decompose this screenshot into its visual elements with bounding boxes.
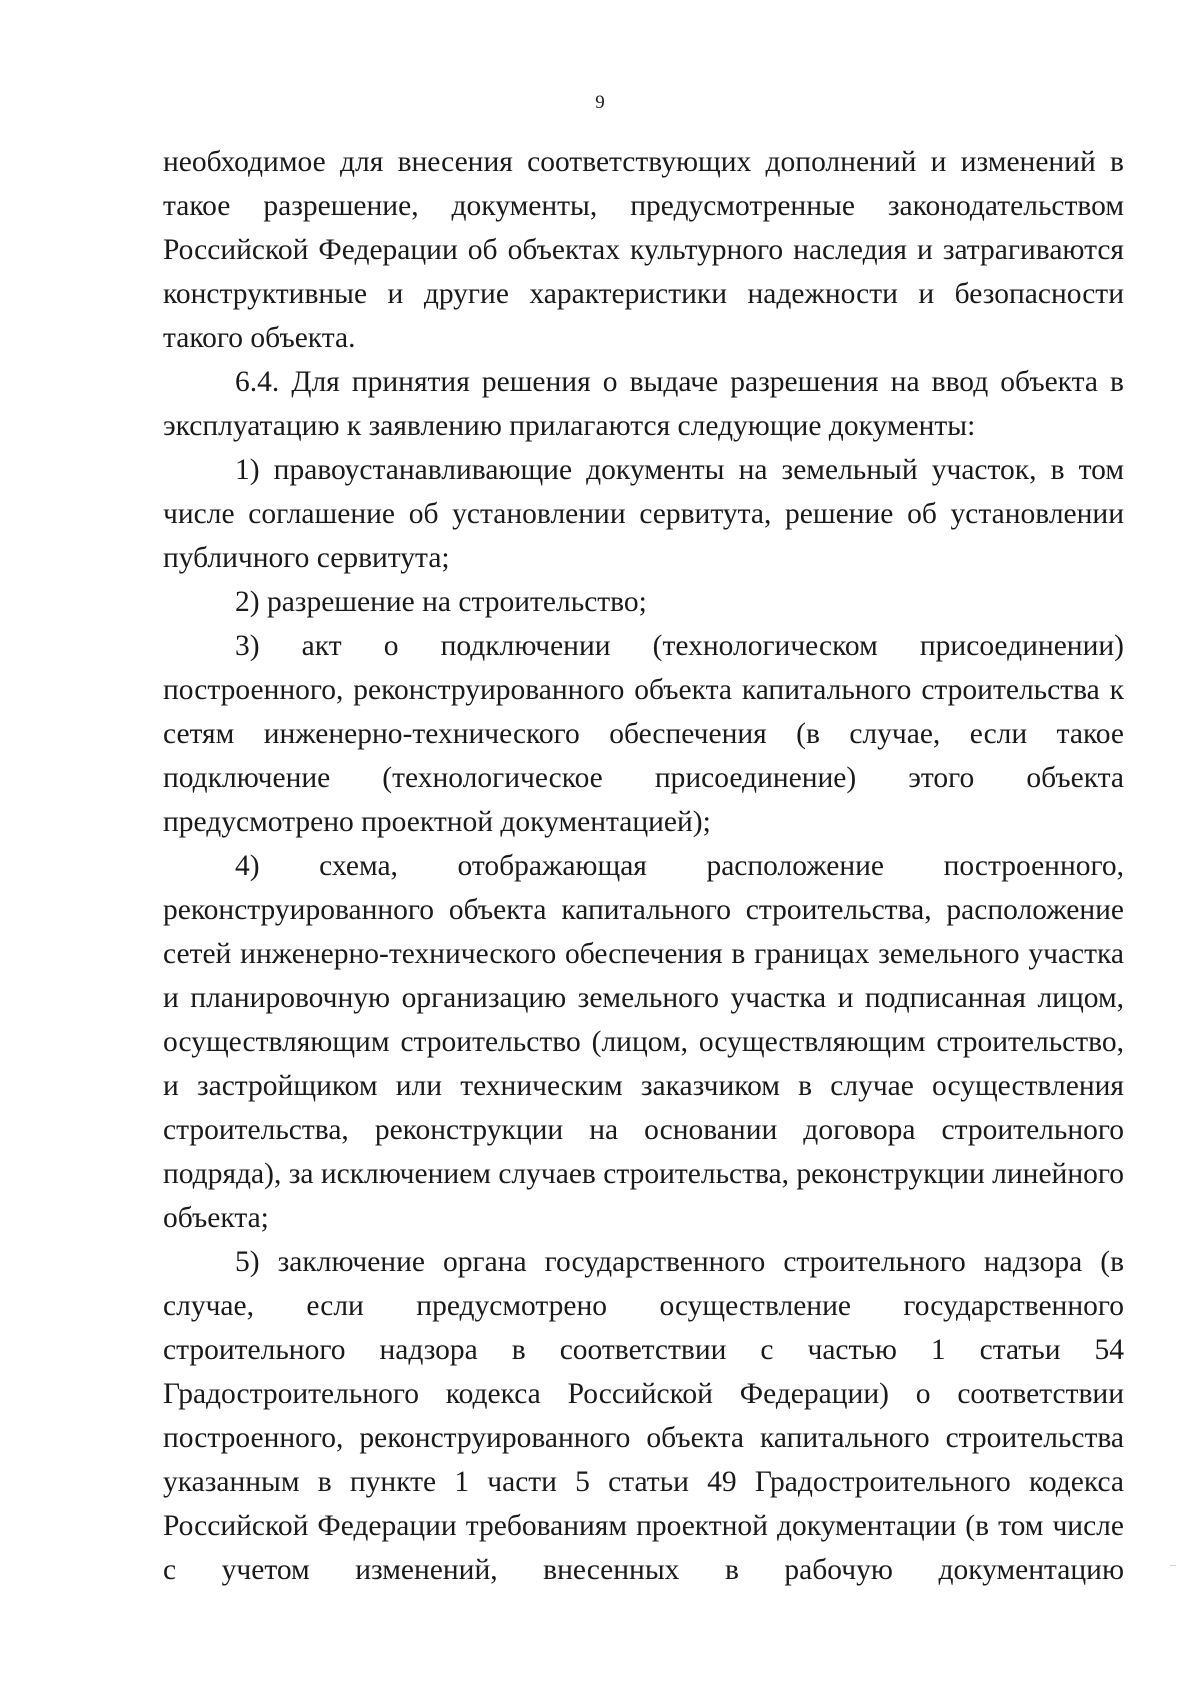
scan-edge-mark [1170,1565,1176,1566]
list-item-2: 2) разрешение на строительство; [235,586,647,618]
list-item-5: 5) заключение органа государственного строительного надзора (в случае, если предусмотрено осуществление государственного строительного надзора в соответствии с частью 1 статьи 54 Градостроительного кодекса Российской Федерации) о соответствии построенного, реконструированного объекта капитального строительства указанным в пункте 1 части 5 статьи 49 Градостроительного кодекса Российской Федерации требованиям проектной документации (в том числе с учетом изменений, внесенных в рабочую документацию [163,1246,1124,1586]
paragraph-continuation: необходимое для внесения соответствующих дополнений и изменений в такое разрешение, документы, предусмотренные законодательством Российской Федерации об объектах культурного наследия и затрагиваются конструктивные и другие характеристики надежности и безопасности такого объекта. [163,146,1124,354]
paragraph-6-4: 6.4. Для принятия решения о выдаче разрешения на ввод объекта в эксплуатацию к заявлению прилагаются следующие документы: [163,366,1124,442]
list-item-4: 4) схема, отображающая расположение построенного, реконструированного объекта капитального строительства, расположение сетей инженерно-технического обеспечения в границах земельного участка и планировочную организацию земельного участка и подписанная лицом, осуществляющим строительство (лицом, осуществляющим строительство, и застройщиком или техническим заказчиком в случае осуществления строительства, реконструкции на основании договора строительного подряда), за исключением случаев строительства, реконструкции линейного объекта; [163,850,1124,1234]
list-item-1: 1) правоустанавливающие документы на земельный участок, в том числе соглашение об установлении сервитута, решение об установлении публичного сервитута; [163,454,1124,574]
document-body [163,140,1124,1592]
list-item-3: 3) акт о подключении (технологическом присоединении) построенного, реконструированного объекта капитального строительства к сетям инженерно-технического обеспечения (в случае, если такое подключение (технологическое присоединение) этого объекта предусмотрено проектной документацией); [163,630,1124,838]
page-number: 9 [595,92,605,113]
